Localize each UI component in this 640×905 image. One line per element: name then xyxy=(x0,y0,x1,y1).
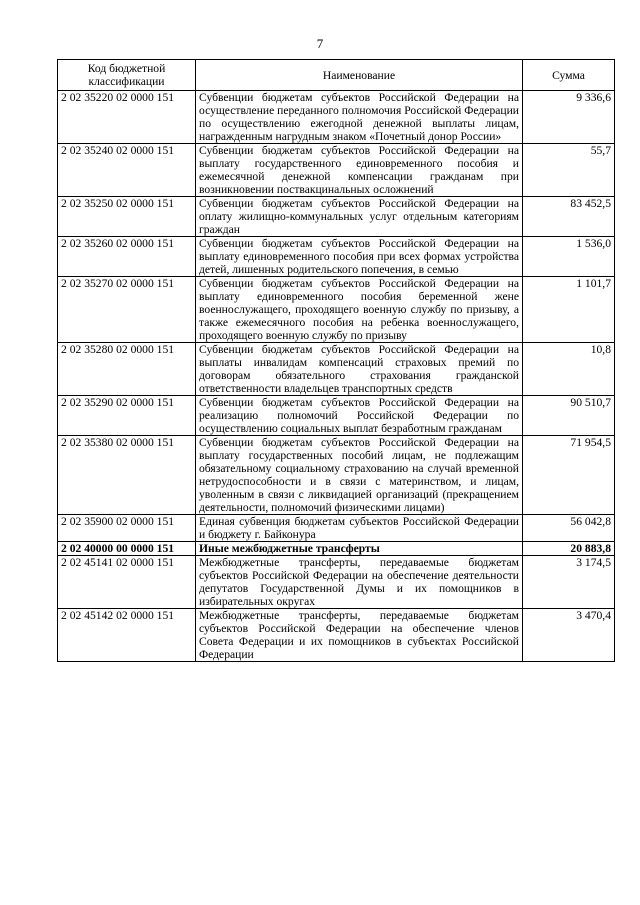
table-row xyxy=(58,515,615,542)
code-cell: 2 02 35290 02 0000 151 xyxy=(58,396,196,436)
header-sum: Сумма xyxy=(523,60,615,91)
sum-cell: 1 536,0 xyxy=(523,237,615,277)
sum-cell: 20 883,8 xyxy=(523,542,615,556)
sum-cell: 10,8 xyxy=(523,343,615,396)
name-cell: Субвенции бюджетам субъектов Российской Федерации на выплаты инвалидам компенсаций страховых премий по договорам обязательного страхования гражданской ответственности владельцев транспортных средств xyxy=(196,343,523,396)
table-row xyxy=(58,396,615,436)
header-name: Наименование xyxy=(196,60,523,91)
name-cell: Субвенции бюджетам субъектов Российской Федерации на выплату государственного единовременного пособия и ежемесячной денежной компенсации гражданам при возникновении поствакцинальных осложнений xyxy=(196,144,523,197)
code-cell: 2 02 35250 02 0000 151 xyxy=(58,197,196,237)
sum-cell: 1 101,7 xyxy=(523,277,615,343)
name-cell: Субвенции бюджетам субъектов Российской Федерации на выплату государственных пособий лицам, не подлежащим обязательному социальному страхованию на случай временной нетрудоспособности и в связи с материнством, и лицам, уволенным в связи с ликвидацией организаций (прекращением деятельности, полномочий физическими лицами) xyxy=(196,436,523,515)
name-cell: Субвенции бюджетам субъектов Российской Федерации на выплату единовременного пособия при всех формах устройства детей, лишенных родительского попечения, в семью xyxy=(196,237,523,277)
table-row xyxy=(58,197,615,237)
table-row xyxy=(58,343,615,396)
table-row xyxy=(58,277,615,343)
page-number: 7 xyxy=(316,36,324,51)
name-cell: Межбюджетные трансферты, передаваемые бюджетам субъектов Российской Федерации на обеспечение деятельности депутатов Государственной Думы и их помощников в избирательных округах xyxy=(196,556,523,609)
budget-table xyxy=(57,59,615,662)
sum-cell: 3 174,5 xyxy=(523,556,615,609)
code-cell: 2 02 35280 02 0000 151 xyxy=(58,343,196,396)
code-cell: 2 02 35270 02 0000 151 xyxy=(58,277,196,343)
code-cell: 2 02 35380 02 0000 151 xyxy=(58,436,196,515)
table-row xyxy=(58,237,615,277)
table-row xyxy=(58,609,615,662)
name-cell: Субвенции бюджетам субъектов Российской Федерации на оплату жилищно-коммунальных услуг отдельным категориям граждан xyxy=(196,197,523,237)
sum-cell: 90 510,7 xyxy=(523,396,615,436)
table-row xyxy=(58,91,615,144)
sum-cell: 9 336,6 xyxy=(523,91,615,144)
name-cell: Межбюджетные трансферты, передаваемые бюджетам субъектов Российской Федерации на обеспечение членов Совета Федерации и их помощников в субъектах Российской Федерации xyxy=(196,609,523,662)
name-cell: Субвенции бюджетам субъектов Российской Федерации на осуществление переданного полномочия Российской Федерации по осуществлению ежегодной денежной выплаты лицам, награжденным нагрудным знаком «Почетный донор России» xyxy=(196,91,523,144)
table-row xyxy=(58,556,615,609)
name-cell: Субвенции бюджетам субъектов Российской Федерации на выплату единовременного пособия беременной жене военнослужащего, проходящего военную службу по призыву, а также ежемесячного пособия на ребенка военнослужащего, проходящего военную службу по призыву xyxy=(196,277,523,343)
code-cell: 2 02 35900 02 0000 151 xyxy=(58,515,196,542)
code-cell: 2 02 35240 02 0000 151 xyxy=(58,144,196,197)
sum-cell: 55,7 xyxy=(523,144,615,197)
code-cell: 2 02 40000 00 0000 151 xyxy=(58,542,196,556)
header-code: Код бюджетной классификации xyxy=(58,60,196,91)
sum-cell: 56 042,8 xyxy=(523,515,615,542)
table-row xyxy=(58,436,615,515)
name-cell: Субвенции бюджетам субъектов Российской Федерации на реализацию полномочий Российской Федерации по осуществлению социальных выплат безработным гражданам xyxy=(196,396,523,436)
table-header-row xyxy=(58,60,615,91)
table-row xyxy=(58,144,615,197)
code-cell: 2 02 45141 02 0000 151 xyxy=(58,556,196,609)
name-cell: Единая субвенция бюджетам субъектов Российской Федерации и бюджету г. Байконура xyxy=(196,515,523,542)
table-row xyxy=(58,542,615,556)
code-cell: 2 02 35260 02 0000 151 xyxy=(58,237,196,277)
code-cell: 2 02 45142 02 0000 151 xyxy=(58,609,196,662)
sum-cell: 71 954,5 xyxy=(523,436,615,515)
sum-cell: 83 452,5 xyxy=(523,197,615,237)
sum-cell: 3 470,4 xyxy=(523,609,615,662)
code-cell: 2 02 35220 02 0000 151 xyxy=(58,91,196,144)
name-cell: Иные межбюджетные трансферты xyxy=(196,542,523,556)
